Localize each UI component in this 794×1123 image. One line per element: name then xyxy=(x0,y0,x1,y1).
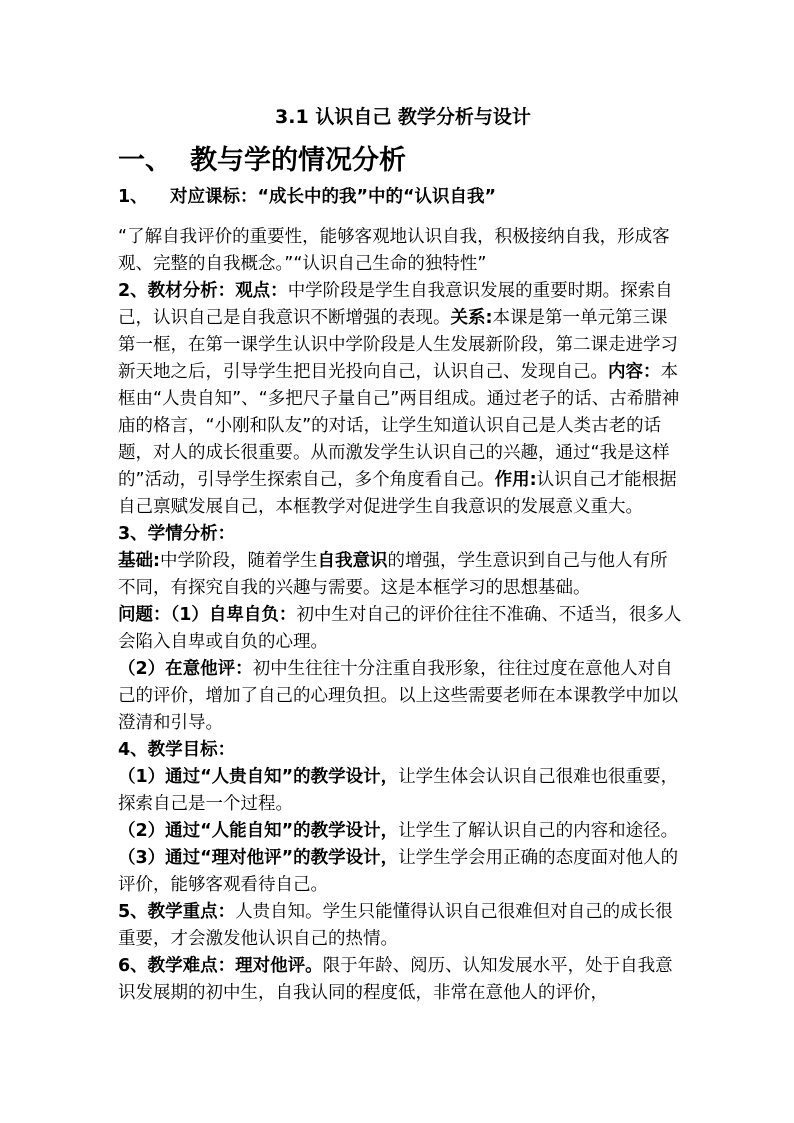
item-heading-text: 对应课标：“成长中的我”中的“认识自我” xyxy=(170,187,497,207)
keyword-self-awareness: 自我意识 xyxy=(317,551,388,571)
item-heading: 5、教学重点： xyxy=(118,902,236,922)
item-heading: 4、教学目标： xyxy=(118,740,236,760)
learner-analysis-heading xyxy=(118,521,684,548)
teaching-key-point-paragraph xyxy=(118,899,684,953)
curriculum-standard-heading xyxy=(118,184,684,211)
learner-problem-paragraph xyxy=(118,602,684,656)
teaching-goal-2 xyxy=(118,818,684,845)
goal-keyword: （3）通过“理对他评”的教学设计， xyxy=(118,848,399,868)
paragraph-text: 中学阶段，随着学生 xyxy=(160,551,318,571)
paragraph-text: 人贵自知。学生只能懂得认识自己很难但对自己的成长很重要，才会激发他认识自己的热情。 xyxy=(118,902,673,949)
paragraph-text: 本框由“人贵自知”、“多把尺子量自己”两目组成。通过老子的话、古希腊神庙的格言，“小刚和队友”的对话，让学生知道认识自己是人类古老的话题，对人的成长很重要。从而激发学生认识自己的兴趣，通过“我是这样的”活动，引导学生探索自己，多个角度看自己。 xyxy=(118,362,680,490)
item-number: 1、 xyxy=(118,187,148,207)
teaching-goals-heading xyxy=(118,737,684,764)
document-title: 3.1 认识自己 教学分析与设计 xyxy=(275,106,531,128)
paragraph-text: 初中生对自己的评价往往不准确、不适当，很多人会陷入自卑或自负的心理。 xyxy=(118,605,682,652)
keyword-others-evaluation: （2）在意他评： xyxy=(118,659,253,679)
section-heading xyxy=(118,143,406,179)
goal-text: 让学生体会认识自己很难也很重要，探索自己是一个过程。 xyxy=(118,767,679,814)
keyword-viewpoint: 观点： xyxy=(235,281,288,301)
keyword-function: 作用: xyxy=(494,470,537,490)
keyword-basis: 基础: xyxy=(118,551,160,571)
goal-keyword: （1）通过“人贵自知”的教学设计， xyxy=(118,767,399,787)
keyword-problem: 问题：（1）自卑自负： xyxy=(118,605,297,625)
paragraph-text: 的增强，学生意识到自己与他人有所不同，有探究自我的兴趣与需要。这是本框学习的思想基础。 xyxy=(118,551,668,598)
keyword-relation: 关系: xyxy=(450,308,493,328)
paragraph-text: 认识自己才能根据自己禀赋发展自己，本框教学对促进学生自我意识的发展意义重大。 xyxy=(118,470,677,517)
keyword-content: 内容： xyxy=(608,362,661,382)
paragraph-text: 本课是第一单元第三课第一框，在第一课学生认识中学阶段是人生发展新阶段，第二课走进学习新天地之后，引导学生把目光投向自己，认识自己、发现自己。 xyxy=(118,308,678,382)
goal-text: 让学生学会用正确的态度面对他人的评价，能够客观看待自己。 xyxy=(118,848,679,895)
item-heading: 3、学情分析： xyxy=(118,524,236,544)
item-heading: 2、教材分析： xyxy=(118,281,236,301)
paragraph-text: 初中生往往十分注重自我形象，往往过度在意他人对自己的评价，增加了自己的心理负担。以上这些需要老师在本课教学中加以澄清和引导。 xyxy=(118,659,678,733)
curriculum-standard-quote: “了解自我评价的重要性，能够客观地认识自我，积极接纳自我，形成客观、完整的自我概念。”“认识自己生命的独特性” xyxy=(118,227,670,274)
teaching-goal-3 xyxy=(118,845,684,899)
paragraph-text: 中学阶段是学生自我意识发展的重要时期。探索自己，认识自己是自我意识不断增强的表现。 xyxy=(118,281,673,328)
teaching-goal-1 xyxy=(118,764,684,818)
textbook-analysis-paragraph xyxy=(118,278,684,521)
learner-problem-2-paragraph xyxy=(118,656,684,737)
paragraph-text: 限于年龄、阅历、认知发展水平，处于自我意识发展期的初中生，自我认同的程度低，非常在意他人的评价， xyxy=(118,956,673,1003)
goal-keyword: （2）通过“人能自知”的教学设计， xyxy=(118,821,399,841)
goal-text: 让学生了解认识自己的内容和途径。 xyxy=(398,821,679,841)
document-body xyxy=(118,184,684,1007)
learner-basis-paragraph xyxy=(118,548,684,602)
section-heading-text: 教与学的情况分析 xyxy=(190,145,406,176)
item-heading: 6、教学难点：理对他评。 xyxy=(118,956,323,976)
section-number: 一、 xyxy=(118,145,172,176)
teaching-difficulty-paragraph xyxy=(118,953,684,1007)
